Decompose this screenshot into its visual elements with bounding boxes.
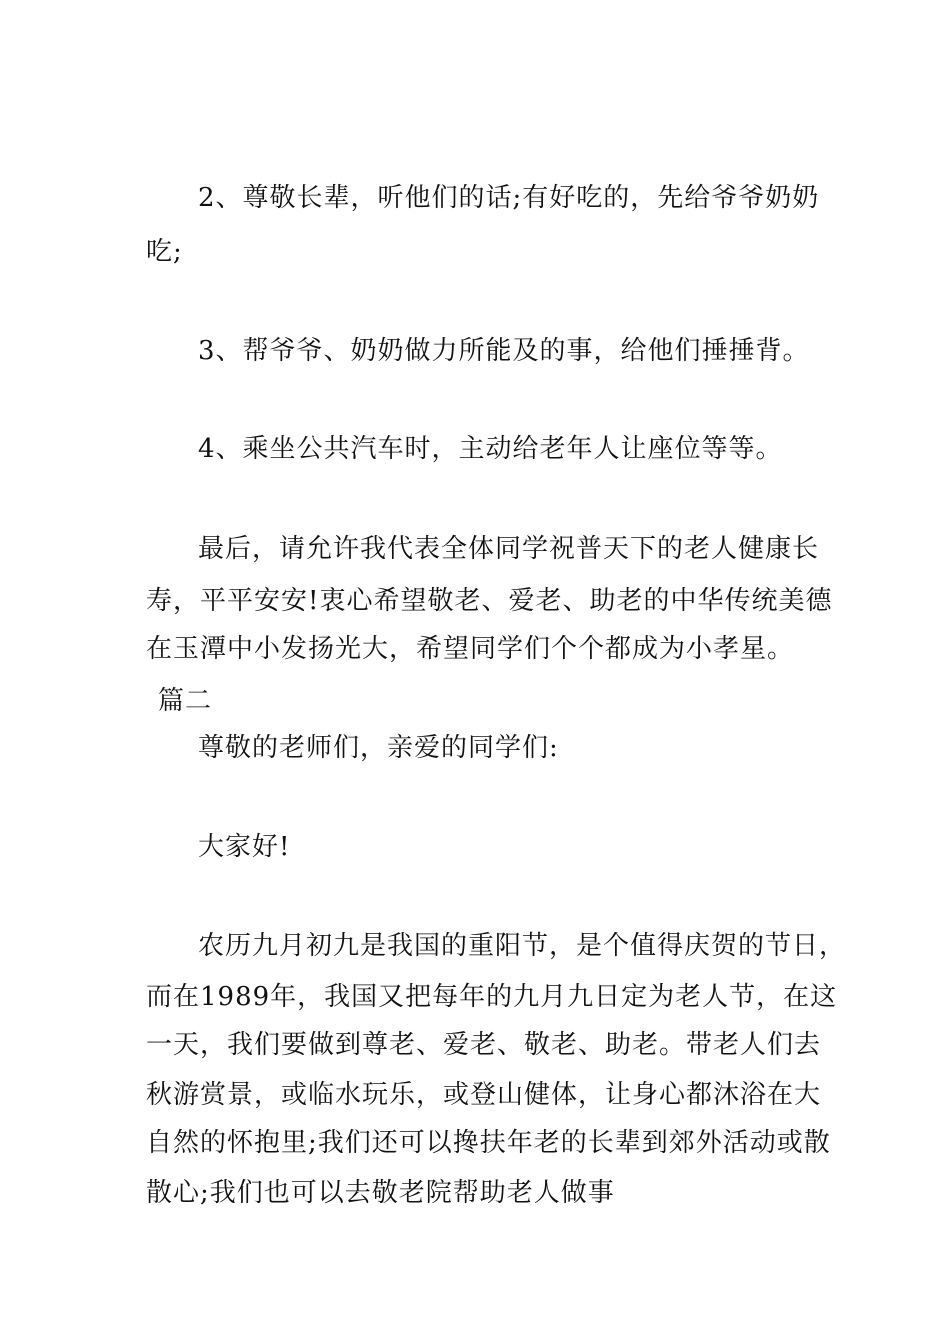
closing-line-2: 寿，平平安安!衷心希望敬老、爱老、助老的中华传统美德 bbox=[146, 586, 833, 616]
section-heading: 篇二 bbox=[158, 686, 213, 716]
body-line-5: 自然的怀抱里;我们还可以搀扶年老的长辈到郊外活动或散 bbox=[146, 1128, 831, 1158]
item-4: 4、乘坐公共汽车时，主动给老年人让座位等等。 bbox=[198, 434, 783, 464]
body-line-4: 秋游赏景，或临水玩乐，或登山健体，让身心都沐浴在大 bbox=[146, 1080, 822, 1110]
closing-line-3: 在玉潭中小发扬光大，希望同学们个个都成为小孝星。 bbox=[146, 634, 795, 664]
body-line-1: 农历九月初九是我国的重阳节，是个值得庆贺的节日， bbox=[198, 931, 847, 961]
body-line-2: 而在1989年，我国又把每年的九月九日定为老人节，在这 bbox=[146, 982, 838, 1012]
item-2-line-1: 2、尊敬长辈，听他们的话;有好吃的，先给爷爷奶奶 bbox=[198, 183, 820, 213]
body-line-3: 一天，我们要做到尊老、爱老、敬老、助老。带老人们去 bbox=[146, 1030, 822, 1060]
greeting: 大家好! bbox=[198, 832, 291, 862]
closing-line-1: 最后，请允许我代表全体同学祝普天下的老人健康长 bbox=[198, 534, 820, 564]
salutation: 尊敬的老师们，亲爱的同学们: bbox=[198, 733, 559, 763]
item-2-line-2: 吃; bbox=[146, 237, 183, 267]
item-3: 3、帮爷爷、奶奶做力所能及的事，给他们捶捶背。 bbox=[198, 336, 810, 366]
body-line-6: 散心;我们也可以去敬老院帮助老人做事 bbox=[146, 1178, 615, 1208]
